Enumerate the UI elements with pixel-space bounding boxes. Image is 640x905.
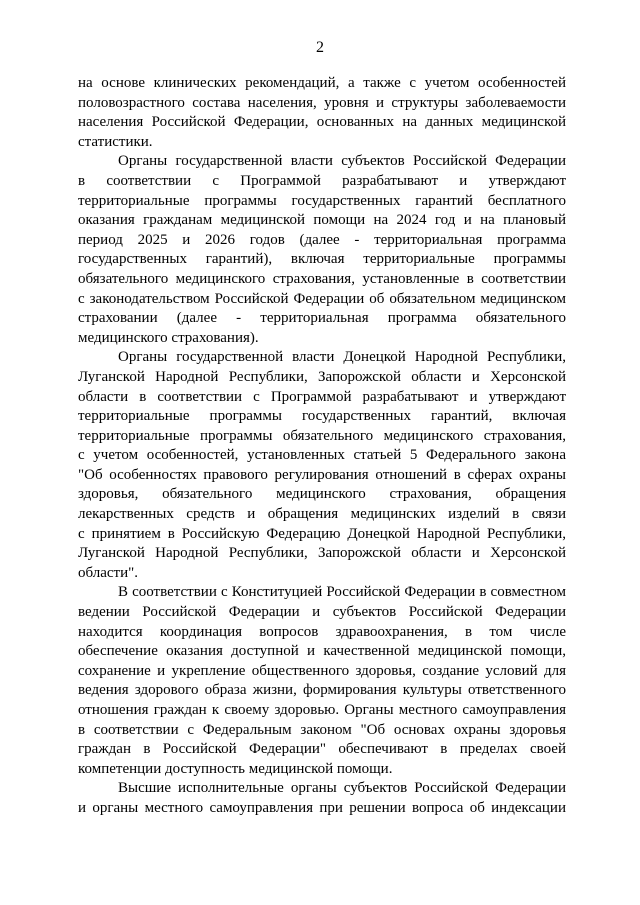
text-line: сохранение и укрепление общественного здоровья, создание условий для [78,662,566,679]
text-line: с учетом особенностей, установленных статьей 5 Федерального закона [78,447,566,464]
text-line: Луганской Народной Республики, Запорожской области и Херсонской [78,545,566,562]
text-line: с законодательством Российской Федерации об обязательном медицинском [78,290,566,307]
text-line: Органы государственной власти Донецкой Народной Республики, [118,349,566,366]
text-line: В соответствии с Конституцией Российской Федерации в совместном [118,584,566,601]
document-body [78,74,566,819]
text-line: ведении Российской Федерации и субъектов Российской Федерации [78,604,566,621]
text-line: в соответствии с Программой разрабатывают и утверждают [78,172,566,189]
text-line: и органы местного самоуправления при решении вопроса об индексации [78,799,566,816]
paragraph [78,583,566,779]
text-line: находится координация вопросов здравоохранения, в том числе [78,623,566,640]
text-line: области в соответствии с Программой разрабатывают и утверждают [78,388,566,405]
text-line: государственных гарантий), включая территориальные программы [78,251,566,268]
text-line: ведения здорового образа жизни, формирования культуры ответственного [78,682,566,699]
text-line: статистики. [78,133,153,150]
text-line: территориальные программы обязательного медицинского страхования, [78,427,566,444]
paragraph [78,74,566,152]
text-line: обеспечение оказания доступной и качественной медицинской помощи, [78,643,566,660]
text-line: медицинского страхования). [78,329,259,346]
text-line: на основе клинических рекомендаций, а также с учетом особенностей [78,75,566,91]
paragraph [78,779,566,818]
text-line: с принятием в Российскую Федерацию Донецкой Народной Республики, [78,525,566,542]
text-line: половозрастного состава населения, уровня и структуры заболеваемости [78,94,566,111]
text-line: территориальные программы государственных гарантий бесплатного [78,192,566,209]
paragraph [78,152,566,348]
text-line: области". [78,564,139,581]
text-line: обязательного медицинского страхования, установленные в соответствии [78,270,566,287]
text-line: граждан в Российской Федерации" обеспечивают в пределах своей [78,741,566,758]
text-line: Луганской Народной Республики, Запорожской области и Херсонской [78,368,566,385]
text-line: здоровья, обязательного медицинского страхования, обращения [78,486,566,503]
paragraph [78,348,566,583]
text-line: период 2025 и 2026 годов (далее - территориальная программа [78,231,566,248]
text-line: территориальные программы государственных гарантий, включая [78,408,566,425]
text-line: Органы государственной власти субъектов Российской Федерации [118,153,566,170]
text-line: в соответствии с Федеральным законом "Об основах охраны здоровья [78,721,566,738]
text-line: Высшие исполнительные органы субъектов Российской Федерации [118,780,566,797]
text-line: компетенции доступность медицинской помощи. [78,760,393,777]
text-line: оказания гражданам медицинской помощи на 2024 год и на плановый [78,212,566,229]
text-line: отношения граждан к своему здоровью. Органы местного самоуправления [78,702,566,718]
page-number: 2 [316,39,324,56]
text-line: населения Российской Федерации, основанных на данных медицинской [78,114,566,131]
text-line: лекарственных средств и обращения медицинских изделий в связи [78,506,566,523]
text-line: страховании (далее - территориальная программа обязательного [78,310,566,327]
text-line: "Об особенностях правового регулирования отношений в сферах охраны [78,466,566,483]
